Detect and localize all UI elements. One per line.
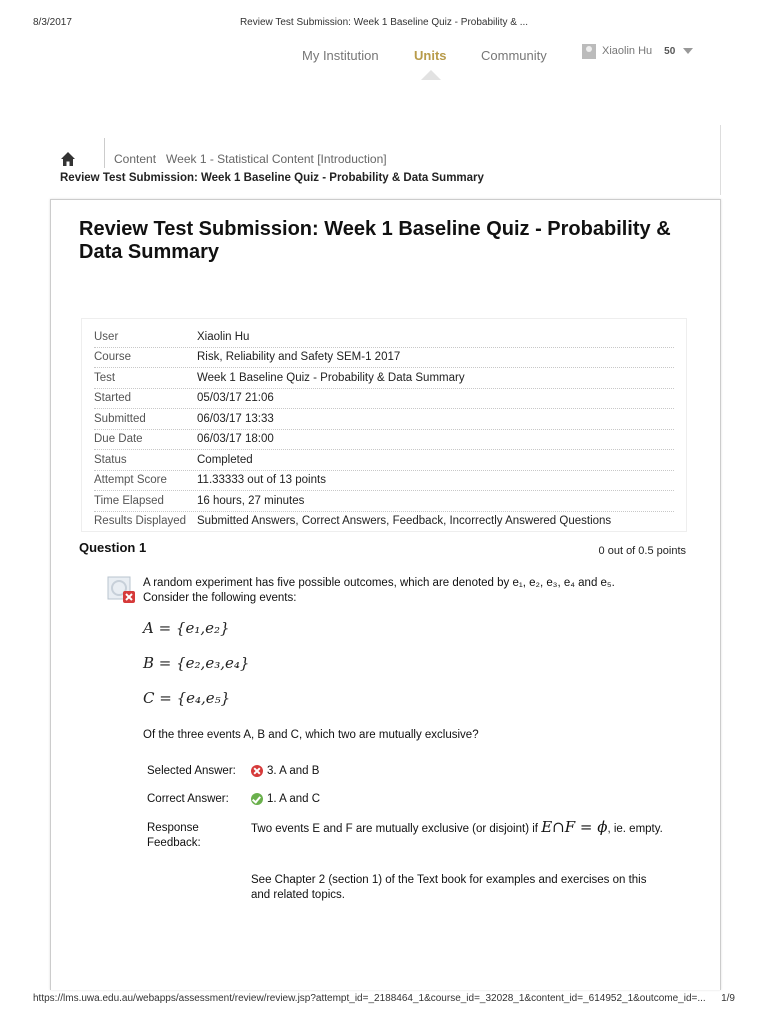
- detail-value: Risk, Reliability and Safety SEM-1 2017: [197, 351, 401, 364]
- event-a: A = {e₁,e₂}: [143, 619, 230, 637]
- selected-answer-value: 3. A and B: [267, 765, 320, 777]
- feedback-label-line: Response: [147, 822, 199, 834]
- feedback-text-a: Two events E and F are mutually exclusive (or disjoint) if: [251, 823, 538, 835]
- detail-row: [94, 471, 674, 492]
- detail-value: Submitted Answers, Correct Answers, Feedback, Incorrectly Answered Questions: [197, 515, 612, 528]
- question-text-line: A random experiment has five possible outcomes, which are denoted by e₁, e₂, e₃, e₄ and e₅.: [143, 577, 615, 589]
- detail-row: [94, 368, 674, 389]
- detail-key: Started: [94, 392, 132, 405]
- chevron-down-icon[interactable]: [683, 48, 693, 54]
- detail-key: Results Displayed: [94, 515, 187, 528]
- page-title: Review Test Submission: Week 1 Baseline Quiz - Probability & Data Summary: [79, 218, 671, 263]
- tab-my-institution[interactable]: My Institution: [302, 48, 379, 63]
- question-text: [143, 576, 683, 606]
- print-date: 8/3/2017: [33, 17, 72, 28]
- detail-row: [94, 512, 674, 532]
- feedback-text-b: , ie. empty.: [607, 823, 663, 835]
- detail-value: 11.33333 out of 13 points: [197, 474, 326, 487]
- feedback-text: [251, 820, 663, 837]
- detail-key: Test: [94, 371, 116, 384]
- breadcrumb-content[interactable]: Content: [114, 152, 157, 166]
- correct-answer: [251, 793, 320, 805]
- event-b: B = {e₂,e₃,e₄}: [143, 654, 250, 672]
- tab-community[interactable]: Community: [481, 48, 547, 63]
- question-text-line: Consider the following events:: [143, 592, 297, 604]
- tab-units[interactable]: Units: [414, 48, 447, 63]
- detail-key: Attempt Score: [94, 474, 167, 487]
- detail-row: [94, 450, 674, 471]
- feedback-math: E∩F = ϕ: [541, 818, 608, 836]
- home-icon[interactable]: [60, 151, 76, 167]
- breadcrumb-week1[interactable]: Week 1 - Statistical Content [Introduction]: [166, 152, 387, 166]
- submission-details: [81, 318, 687, 532]
- detail-value: 05/03/17 21:06: [197, 392, 274, 405]
- detail-key: Time Elapsed: [94, 494, 164, 507]
- detail-key: Status: [94, 453, 127, 466]
- question-heading: Question 1: [79, 540, 147, 555]
- page-url: https://lms.uwa.edu.au/webapps/assessment/review/review.jsp?attempt_id=_2188464_1&course_id=_32028_1&content_id=_614952_1&outcome_id=...: [33, 993, 706, 1004]
- user-menu[interactable]: [582, 40, 693, 62]
- breadcrumb-divider: [104, 138, 105, 168]
- detail-key: Course: [94, 351, 132, 364]
- detail-row: [94, 327, 674, 348]
- feedback-line: See Chapter 2 (section 1) of the Text book for examples and exercises on this: [251, 874, 647, 886]
- detail-key: User: [94, 330, 119, 343]
- correct-icon: [251, 793, 263, 805]
- detail-value: 06/03/17 18:00: [197, 433, 274, 446]
- feedback-line: and related topics.: [251, 889, 345, 901]
- active-tab-indicator: [421, 70, 441, 80]
- incorrect-icon: [251, 765, 263, 777]
- user-name[interactable]: Xiaolin Hu: [602, 45, 653, 57]
- detail-row: [94, 389, 674, 410]
- detail-row: [94, 348, 674, 369]
- print-title: Review Test Submission: Week 1 Baseline Quiz - Probability & ...: [239, 17, 529, 28]
- detail-key: Submitted: [94, 412, 146, 425]
- breadcrumb-current: Review Test Submission: Week 1 Baseline Quiz - Probability & Data Summary: [60, 172, 484, 184]
- selected-answer: [251, 765, 319, 777]
- content-panel: [50, 199, 721, 990]
- question-prompt: Of the three events A, B and C, which two are mutually exclusive?: [143, 729, 479, 741]
- event-c: C = {e₄,e₅}: [143, 689, 231, 707]
- detail-row: [94, 409, 674, 430]
- feedback-label: [147, 821, 201, 851]
- breadcrumb: [32, 125, 721, 195]
- page-number: 1/9: [721, 993, 735, 1004]
- incorrect-question-icon: [107, 576, 135, 604]
- notification-count-badge[interactable]: 50: [664, 45, 676, 57]
- question-points: 0 out of 0.5 points: [598, 545, 686, 557]
- detail-row: [94, 430, 674, 451]
- detail-value: Completed: [197, 453, 253, 466]
- correct-answer-value: 1. A and C: [267, 793, 321, 805]
- detail-row: [94, 491, 674, 512]
- top-navigation: [0, 45, 768, 88]
- detail-value: Week 1 Baseline Quiz - Probability & Data Summary: [197, 371, 465, 384]
- avatar-icon: [582, 44, 596, 59]
- detail-value: Xiaolin Hu: [197, 330, 250, 343]
- correct-answer-label: Correct Answer:: [147, 793, 229, 805]
- detail-key: Due Date: [94, 433, 143, 446]
- detail-value: 16 hours, 27 minutes: [197, 494, 305, 507]
- selected-answer-label: Selected Answer:: [147, 765, 236, 777]
- feedback-reference: [251, 873, 646, 903]
- detail-value: 06/03/17 13:33: [197, 412, 274, 425]
- feedback-label-line: Feedback:: [147, 837, 201, 849]
